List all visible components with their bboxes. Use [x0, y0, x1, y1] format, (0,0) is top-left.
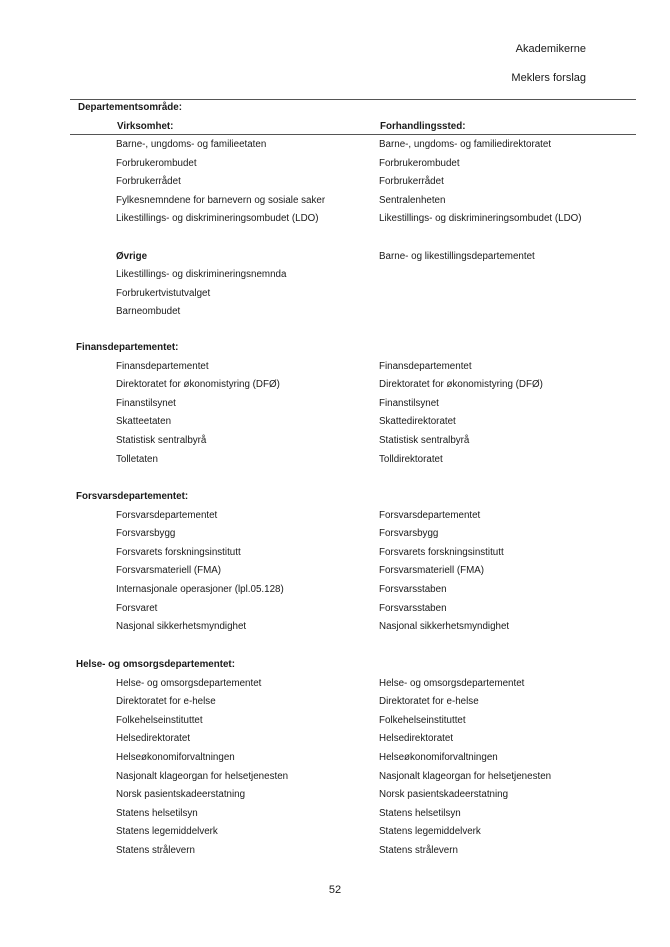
virksomhet-cell: Finanstilsynet [116, 397, 176, 409]
virksomhet-cell: Barneombudet [116, 306, 181, 318]
forhandlingssted-cell: Statistisk sentralbyrå [379, 435, 470, 446]
forhandlingssted-cell: Finansdepartementet [379, 360, 472, 372]
forhandlingssted-cell: Norsk pasientskadeerstatning [379, 789, 509, 801]
forhandlingssted-cell: Direktoratet for økonomistyring (DFØ) [379, 379, 543, 391]
forhandlingssted-cell: Forsvarsmateriell (FMA) [379, 565, 485, 577]
department-title: Forsvarsdepartementet: [76, 491, 189, 502]
section-label: Departementsområde: [78, 102, 182, 113]
page-number: 52 [328, 884, 342, 896]
virksomhet-cell: Statens helsetilsyn [116, 807, 198, 819]
col1-header: Virksomhet: [117, 121, 174, 132]
forhandlingssted-cell: Helseøkonomiforvaltningen [379, 752, 498, 763]
forhandlingssted-cell: Forsvarsbygg [379, 528, 439, 540]
header-subtitle: Meklers forslag [511, 72, 586, 84]
forhandlingssted-cell: Helsedirektoratet [379, 733, 454, 745]
virksomhet-cell: Tolletaten [116, 453, 158, 465]
forhandlingssted-cell: Helse- og omsorgsdepartementet [379, 677, 525, 689]
virksomhet-cell: Likestillings- og diskrimineringsnemnda [116, 269, 287, 281]
department-title: Finansdepartementet: [76, 342, 179, 353]
forhandlingssted-cell: Forsvarsdepartementet [379, 509, 481, 521]
virksomhet-cell: Forsvarsmateriell (FMA) [116, 565, 222, 577]
virksomhet-cell: Forsvarsbygg [116, 528, 176, 540]
table-top-rule [70, 99, 636, 100]
forhandlingssted-cell: Forbrukerombudet [379, 157, 460, 169]
virksomhet-cell: Forbrukerrådet [116, 176, 181, 188]
virksomhet-cell: Norsk pasientskadeerstatning [116, 789, 246, 801]
virksomhet-cell: Internasjonale operasjoner (lpl.05.128) [116, 584, 284, 595]
forhandlingssted-cell: Likestillings- og diskrimineringsombudet (LDO) [379, 213, 582, 225]
forhandlingssted-cell: Finanstilsynet [379, 397, 439, 409]
virksomhet-cell: Statens legemiddelverk [116, 826, 218, 838]
virksomhet-cell: Direktoratet for økonomistyring (DFØ) [116, 379, 280, 391]
forhandlingssted-cell: Barne-, ungdoms- og familiedirektoratet [379, 139, 552, 150]
forhandlingssted-cell: Tolldirektoratet [379, 453, 443, 465]
virksomhet-cell: Fylkesnemndene for barnevern og sosiale saker [116, 194, 326, 206]
header-org: Akademikerne [515, 43, 586, 55]
virksomhet-cell: Skatteetaten [116, 416, 172, 428]
virksomhet-cell: Direktoratet for e-helse [116, 696, 216, 708]
virksomhet-cell: Forsvarsdepartementet [116, 509, 218, 521]
forhandlingssted-cell: Forsvarsstaben [379, 602, 447, 614]
virksomhet-cell: Helse- og omsorgsdepartementet [116, 677, 262, 689]
forhandlingssted-cell: Forsvarets forskningsinstitutt [379, 546, 504, 558]
forhandlingssted-cell: Statens helsetilsyn [379, 807, 461, 819]
forhandlingssted-cell: Nasjonalt klageorgan for helsetjenesten [379, 770, 552, 782]
virksomhet-cell: Finansdepartementet [116, 360, 209, 372]
forhandlingssted-cell: Statens legemiddelverk [379, 826, 481, 838]
department-title: Helse- og omsorgsdepartementet: [76, 659, 235, 670]
virksomhet-cell: Nasjonal sikkerhetsmyndighet [116, 621, 247, 633]
ovrige-label: Øvrige [116, 250, 148, 262]
virksomhet-cell: Helseøkonomiforvaltningen [116, 752, 235, 763]
col2-header: Forhandlingssted: [380, 121, 466, 132]
virksomhet-cell: Nasjonalt klageorgan for helsetjenesten [116, 770, 289, 782]
forhandlingssted-cell: Sentralenheten [379, 194, 446, 206]
header-bottom-rule [70, 134, 636, 135]
forhandlingssted-cell: Folkehelseinstituttet [379, 714, 466, 726]
forhandlingssted-cell: Barne- og likestillingsdepartementet [379, 250, 535, 262]
forhandlingssted-cell: Skattedirektoratet [379, 416, 456, 428]
forhandlingssted-cell: Forbrukerrådet [379, 176, 444, 188]
forhandlingssted-cell: Nasjonal sikkerhetsmyndighet [379, 621, 510, 633]
virksomhet-cell: Helsedirektoratet [116, 733, 191, 745]
virksomhet-cell: Forsvaret [116, 602, 158, 614]
forhandlingssted-cell: Direktoratet for e-helse [379, 696, 479, 708]
forhandlingssted-cell: Statens strålevern [379, 845, 458, 856]
virksomhet-cell: Likestillings- og diskrimineringsombudet (LDO) [116, 213, 319, 225]
forhandlingssted-cell: Forsvarsstaben [379, 584, 447, 595]
virksomhet-cell: Barne-, ungdoms- og familieetaten [116, 139, 267, 150]
virksomhet-cell: Forbrukerombudet [116, 157, 197, 169]
virksomhet-cell: Forsvarets forskningsinstitutt [116, 546, 241, 558]
virksomhet-cell: Statens strålevern [116, 845, 195, 856]
virksomhet-cell: Forbrukertvistutvalget [116, 287, 211, 299]
virksomhet-cell: Folkehelseinstituttet [116, 714, 203, 726]
virksomhet-cell: Statistisk sentralbyrå [116, 435, 207, 446]
